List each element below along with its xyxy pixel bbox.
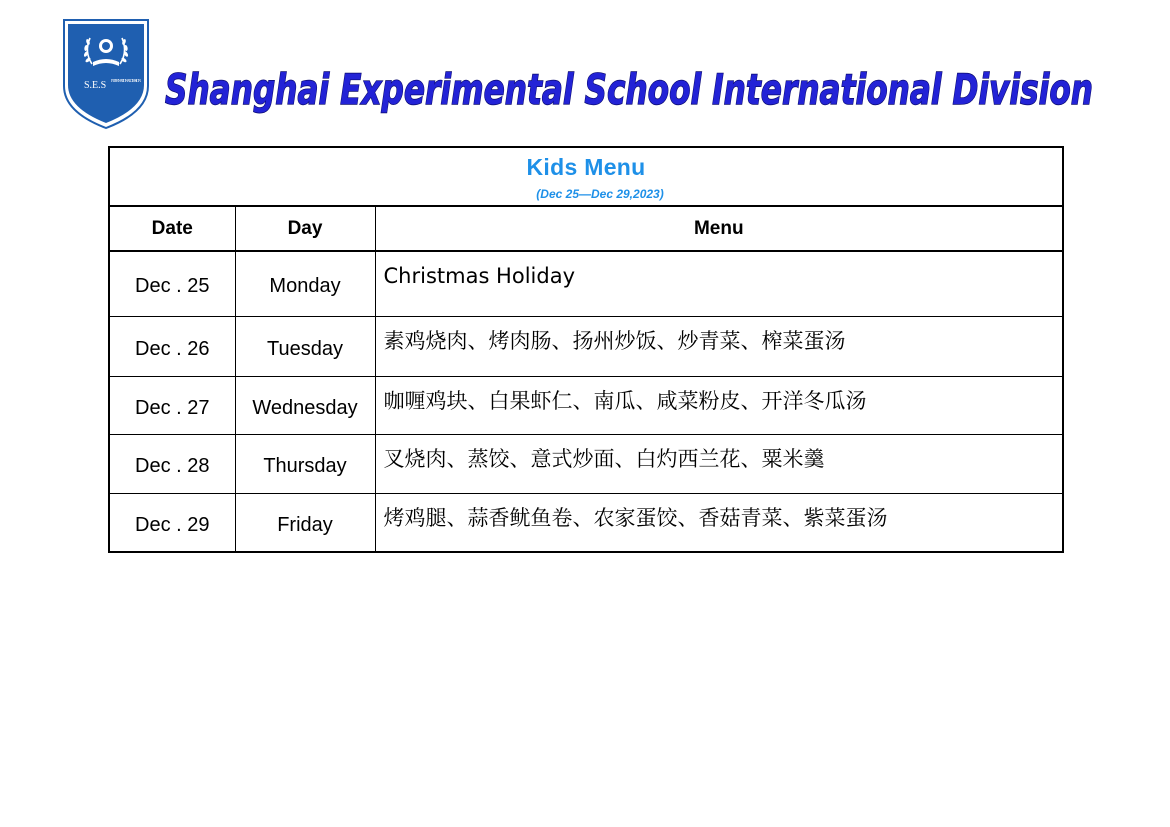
date-cell: Dec . 27: [109, 376, 235, 434]
table-row: [109, 376, 1063, 434]
menu-cell: 咖喱鸡块、白果虾仁、南瓜、咸菜粉皮、开洋冬瓜汤: [375, 376, 1063, 434]
menu-cell: Christmas Holiday: [375, 251, 1063, 316]
school-name-heading: [163, 58, 1103, 118]
menu-cell: 叉烧肉、蒸饺、意式炒面、白灼西兰花、粟米羹: [375, 434, 1063, 493]
table-header-row: [109, 206, 1063, 251]
column-header-day: Day: [235, 206, 375, 251]
table-row: [109, 316, 1063, 376]
date-cell: Dec . 28: [109, 434, 235, 493]
column-header-date: Date: [109, 206, 235, 251]
menu-caption: [109, 147, 1063, 206]
menu-caption-row: [109, 147, 1063, 206]
menu-title: Kids Menu: [526, 154, 646, 180]
date-cell: Dec . 26: [109, 316, 235, 376]
day-cell: Wednesday: [235, 376, 375, 434]
table-row: [109, 434, 1063, 493]
table-row: [109, 493, 1063, 552]
date-cell: Dec . 25: [109, 251, 235, 316]
day-cell: Monday: [235, 251, 375, 316]
kids-menu-table: [108, 146, 1064, 553]
menu-cell: 素鸡烧肉、烤肉肠、扬州炒饭、炒青菜、榨菜蛋汤: [375, 316, 1063, 376]
school-name-text: Shanghai Experimental School International Division: [165, 65, 1093, 114]
table-row: [109, 251, 1063, 316]
menu-cell: 烤鸡腿、蒜香鱿鱼卷、农家蛋饺、香菇青菜、紫菜蛋汤: [375, 493, 1063, 552]
menu-date-range: (Dec 25—Dec 29,2023): [536, 187, 664, 201]
day-cell: Tuesday: [235, 316, 375, 376]
column-header-menu: Menu: [375, 206, 1063, 251]
day-cell: Thursday: [235, 434, 375, 493]
logo-text: S.E.S: [84, 80, 107, 91]
day-cell: Friday: [235, 493, 375, 552]
date-cell: Dec . 29: [109, 493, 235, 552]
logo-subtext: INTERNATIONAL DIVISION: [111, 78, 141, 83]
school-logo: [62, 16, 150, 130]
